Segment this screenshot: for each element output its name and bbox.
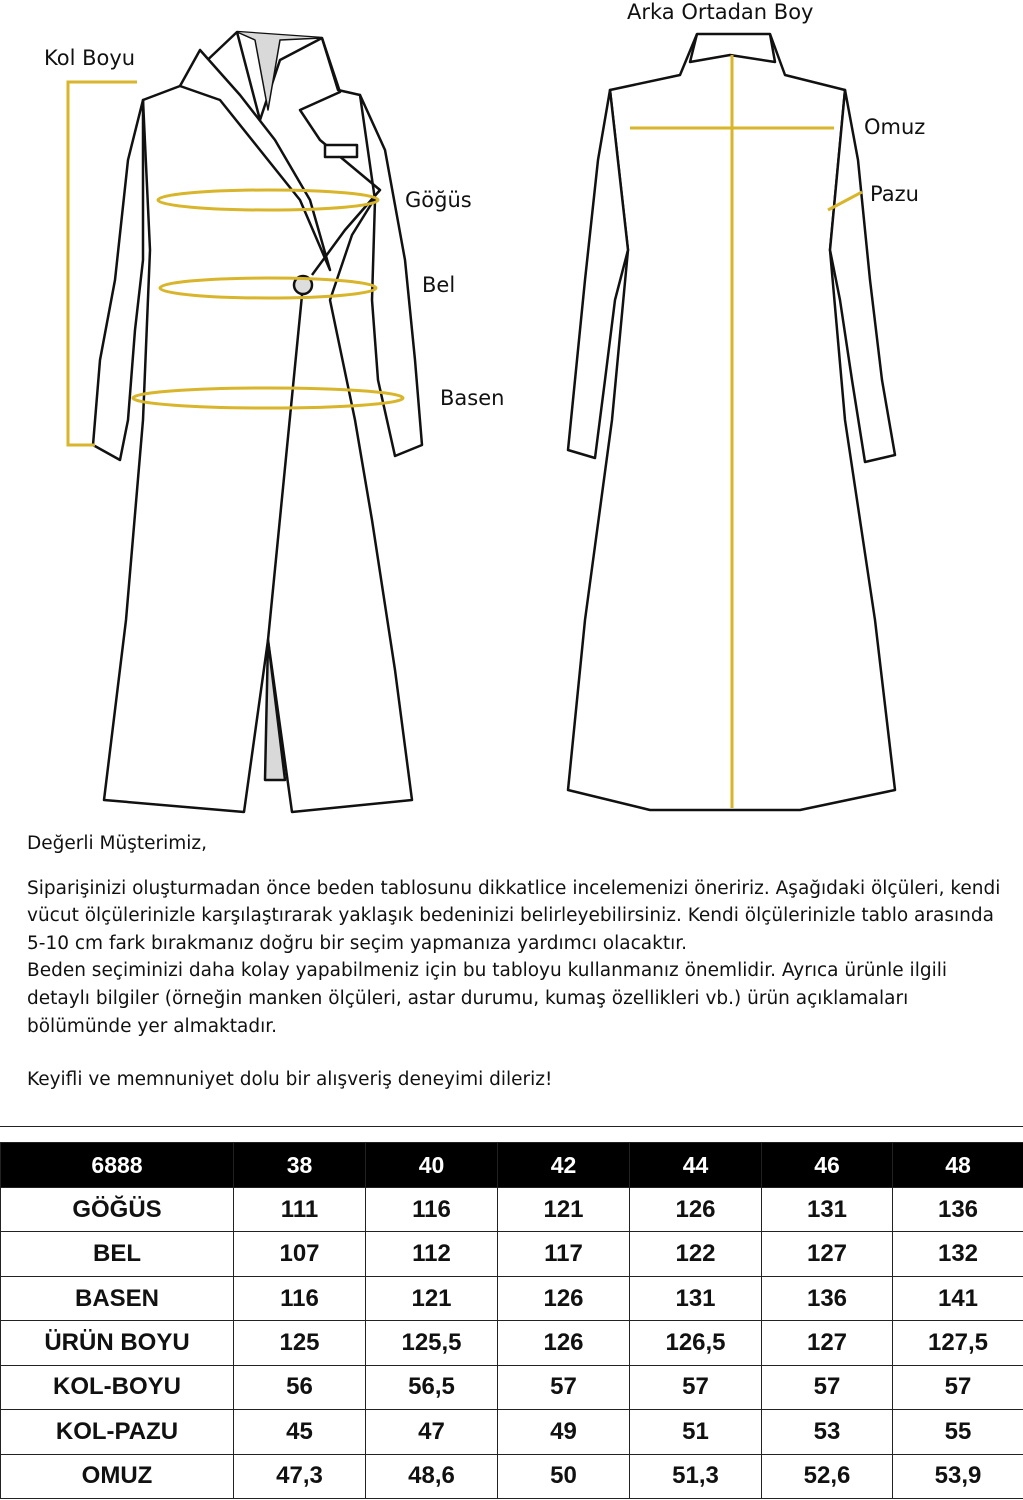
header-size: 38 bbox=[234, 1143, 366, 1188]
header-size: 48 bbox=[893, 1143, 1023, 1188]
table-cell: 53 bbox=[762, 1410, 893, 1454]
table-row bbox=[1, 1321, 1023, 1365]
table-cell: 122 bbox=[630, 1232, 762, 1276]
row-label: GÖĞÜS bbox=[1, 1188, 234, 1232]
label-kol-boyu: Kol Boyu bbox=[44, 46, 136, 70]
table-cell: 56,5 bbox=[366, 1365, 498, 1409]
table-cell: 125,5 bbox=[366, 1321, 498, 1365]
table-cell: 136 bbox=[893, 1188, 1023, 1232]
size-chart-table bbox=[0, 1142, 1023, 1499]
label-basen: Basen bbox=[440, 386, 505, 410]
table-cell: 55 bbox=[893, 1410, 1023, 1454]
row-label: BASEN bbox=[1, 1276, 234, 1320]
header-model-code: 6888 bbox=[1, 1143, 234, 1188]
table-cell: 141 bbox=[893, 1276, 1023, 1320]
table-cell: 47,3 bbox=[234, 1454, 366, 1498]
table-cell: 112 bbox=[366, 1232, 498, 1276]
row-label: KOL-PAZU bbox=[1, 1410, 234, 1454]
table-cell: 132 bbox=[893, 1232, 1023, 1276]
table-cell: 116 bbox=[234, 1276, 366, 1320]
table-cell: 45 bbox=[234, 1410, 366, 1454]
table-cell: 125 bbox=[234, 1321, 366, 1365]
label-gogus: Göğüs bbox=[405, 188, 472, 212]
label-pazu: Pazu bbox=[870, 182, 919, 206]
row-label: OMUZ bbox=[1, 1454, 234, 1498]
table-cell: 126 bbox=[498, 1321, 630, 1365]
header-size: 44 bbox=[630, 1143, 762, 1188]
table-cell: 126 bbox=[630, 1188, 762, 1232]
message-paragraph-2: Beden seçiminizi daha kolay yapabilmeniz için bu tabloyu kullanmanız önemlidir. Ayrıca ürünle ilgili detaylı bilgiler (örneğin manken ölçüleri, astar durumu, kumaş özellikleri vb.) ürün açıklamaları bölümünde yer almaktadır. bbox=[27, 960, 948, 1037]
table-cell: 48,6 bbox=[366, 1454, 498, 1498]
customer-message bbox=[27, 830, 1002, 1094]
table-cell: 121 bbox=[498, 1188, 630, 1232]
table-cell: 56 bbox=[234, 1365, 366, 1409]
table-cell: 53,9 bbox=[893, 1454, 1023, 1498]
table-cell: 131 bbox=[630, 1276, 762, 1320]
table-cell: 107 bbox=[234, 1232, 366, 1276]
table-cell: 116 bbox=[366, 1188, 498, 1232]
table-cell: 49 bbox=[498, 1410, 630, 1454]
table-row bbox=[1, 1410, 1023, 1454]
front-sleeve-left bbox=[93, 100, 143, 460]
row-label: ÜRÜN BOYU bbox=[1, 1321, 234, 1365]
table-cell: 121 bbox=[366, 1276, 498, 1320]
header-size: 40 bbox=[366, 1143, 498, 1188]
table-row bbox=[1, 1365, 1023, 1409]
table-cell: 126 bbox=[498, 1276, 630, 1320]
table-row bbox=[1, 1454, 1023, 1498]
table-cell: 57 bbox=[893, 1365, 1023, 1409]
header-size: 42 bbox=[498, 1143, 630, 1188]
table-cell: 117 bbox=[498, 1232, 630, 1276]
table-cell: 127 bbox=[762, 1232, 893, 1276]
table-cell: 57 bbox=[630, 1365, 762, 1409]
table-cell: 51,3 bbox=[630, 1454, 762, 1498]
table-cell: 111 bbox=[234, 1188, 366, 1232]
table-cell: 47 bbox=[366, 1410, 498, 1454]
label-bel: Bel bbox=[422, 273, 456, 297]
table-cell: 127,5 bbox=[893, 1321, 1023, 1365]
table-cell: 51 bbox=[630, 1410, 762, 1454]
row-label: KOL-BOYU bbox=[1, 1365, 234, 1409]
table-cell: 57 bbox=[762, 1365, 893, 1409]
message-paragraph-1: Siparişinizi oluşturmadan önce beden tablosunu dikkatlice incelemenizi öneririz. Aşağıdaki ölçüleri, kendi vücut ölçülerinizle karşılaştırarak yaklaşık bedeninizi belirleyebilirsiniz. Kendi ölçülerinizle tablo arasında 5-10 cm fark bırakmanız doğru bir seçim yapmanıza yardımcı olacaktır. bbox=[27, 877, 1001, 954]
table-cell: 126,5 bbox=[630, 1321, 762, 1365]
front-pocket bbox=[325, 145, 357, 157]
row-label: BEL bbox=[1, 1232, 234, 1276]
table-cell: 127 bbox=[762, 1321, 893, 1365]
table-cell: 50 bbox=[498, 1454, 630, 1498]
table-row bbox=[1, 1188, 1023, 1232]
table-cell: 57 bbox=[498, 1365, 630, 1409]
table-cell: 131 bbox=[762, 1188, 893, 1232]
table-cell: 52,6 bbox=[762, 1454, 893, 1498]
table-row bbox=[1, 1276, 1023, 1320]
divider bbox=[0, 1126, 1023, 1127]
table-header-row bbox=[1, 1143, 1023, 1188]
message-closing: Keyifli ve memnuniyet dolu bir alışveriş deneyimi dileriz! bbox=[27, 1069, 553, 1091]
label-omuz: Omuz bbox=[864, 115, 926, 139]
header-size: 46 bbox=[762, 1143, 893, 1188]
table-row bbox=[1, 1232, 1023, 1276]
table-cell: 136 bbox=[762, 1276, 893, 1320]
message-greeting: Değerli Müşterimiz, bbox=[27, 833, 207, 854]
label-arka-ortadan-boy: Arka Ortadan Boy bbox=[627, 0, 814, 24]
